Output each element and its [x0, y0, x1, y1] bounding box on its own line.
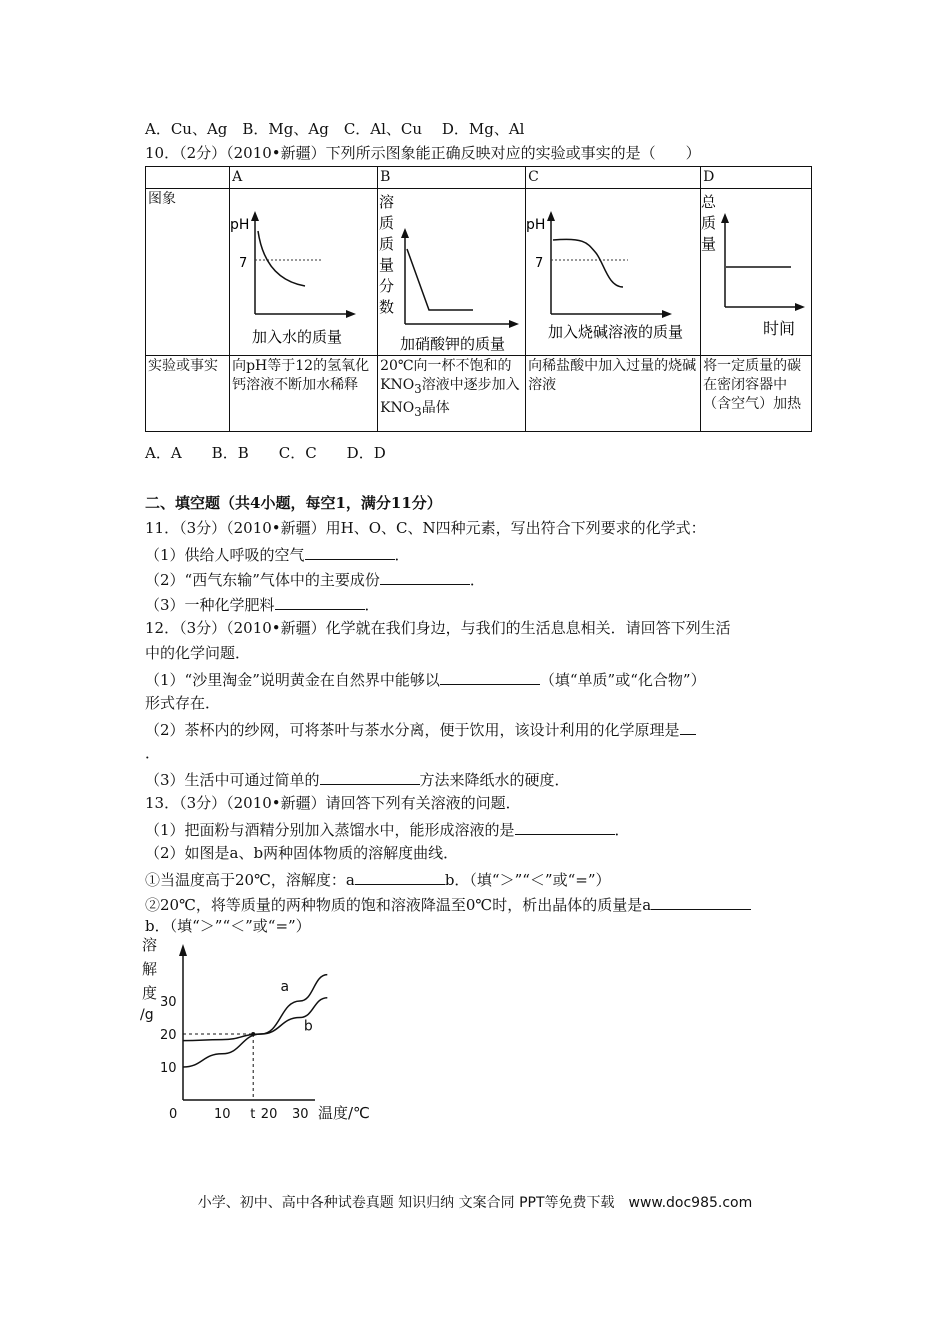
section-title: 二、填空题（共4小题，每空1，满分11分） — [145, 494, 442, 512]
q12-part1-hint: （填“单质”或“化合物”） — [539, 671, 706, 689]
fact-b-text-3: 晶体 — [421, 399, 450, 416]
x-tick-label: 10 — [214, 1107, 231, 1122]
page-footer: 小学、初中、高中各种试卷真题 知识归纳 文案合同 PPT等免费下载 www.doc985.com — [197, 1195, 753, 1211]
q11-part3: （3）一种化学肥料 ． — [145, 593, 380, 615]
fact-b — [378, 356, 526, 432]
graph-c-xlabel: 加入烧碱溶液的质量 — [548, 323, 684, 341]
answer-blank[interactable] — [320, 768, 420, 785]
q12-part1 — [145, 668, 706, 690]
graph-b — [378, 189, 526, 356]
q10-stem: 10．（2分）（2010•新疆）下列所示图象能正确反映对应的实验或事实的是（ ） — [145, 144, 701, 162]
q13-part2-2-hint: b．（填“＞”“＜”或“=”） — [145, 917, 311, 935]
q12-part2 — [145, 718, 696, 740]
q11-part3-text: （3）一种化学肥料 — [145, 596, 275, 614]
x-tick-label: t — [250, 1107, 256, 1122]
svg-text:数: 数 — [379, 298, 395, 316]
q13-part2-2 — [145, 893, 751, 915]
fact-a: 向pH等于12的氢氧化钙溶液不断加水稀释 — [230, 356, 378, 432]
graph-a-xlabel: 加入水的质量 — [252, 328, 343, 346]
svg-text:总: 总 — [701, 193, 717, 211]
fact-row — [146, 356, 812, 432]
graph-d-ylabel — [701, 193, 717, 253]
q12-part2-end: ． — [145, 744, 161, 762]
q11-part1: （1）供给人呼吸的空气 ． — [145, 543, 410, 565]
answer-blank[interactable] — [380, 568, 470, 585]
svg-text:分: 分 — [379, 277, 395, 295]
table-header-b: B — [378, 167, 526, 189]
svg-text:质: 质 — [701, 214, 717, 232]
q13-part2-1 — [145, 868, 611, 890]
graph-d — [701, 189, 812, 356]
answer-blank[interactable] — [275, 593, 365, 610]
svg-text:量: 量 — [379, 256, 395, 274]
answer-blank[interactable] — [515, 818, 615, 835]
y-tick-label: 20 — [160, 1028, 177, 1043]
table-header-c: C — [526, 167, 701, 189]
svg-text:量: 量 — [701, 235, 717, 253]
table-header-d: D — [701, 167, 812, 189]
row-label-graph: 图象 — [146, 189, 230, 356]
chart-ylabel — [140, 936, 157, 1023]
fact-b-sub-1: 3 — [414, 381, 422, 396]
svg-text:溶: 溶 — [379, 193, 395, 211]
q12-part1-text: （1）“沙里淘金”说明黄金在自然界中能够以 — [145, 671, 440, 689]
q10-table — [145, 166, 812, 432]
q11-part2: （2）“西气东输”气体中的主要成份 ． — [145, 568, 485, 590]
q11-part1-text: （1）供给人呼吸的空气 — [145, 546, 305, 564]
graph-a-tick: 7 — [239, 256, 248, 271]
y-tick-label: 10 — [160, 1061, 177, 1076]
answer-blank[interactable] — [651, 893, 751, 910]
answer-blank[interactable] — [355, 868, 445, 885]
q13-stem: 13．（3分）（2010•新疆）请回答下列有关溶液的问题． — [145, 794, 521, 812]
x-tick-label: 0 — [169, 1107, 178, 1122]
x-tick-label: 20 — [260, 1107, 278, 1122]
graph-c-tick: 7 — [535, 256, 544, 271]
q10-options: A．A B．B C．C D．D — [145, 444, 386, 462]
q12-stem-1: 12．（3分）（2010•新疆）化学就在我们身边，与我们的生活息息相关．请回答下列生活 — [145, 619, 731, 637]
svg-text:质: 质 — [379, 214, 395, 232]
fact-b-text-1: 20℃向一杯不饱和的KNO — [380, 358, 512, 393]
graph-row — [146, 189, 812, 356]
row-label-fact: 实验或事实 — [146, 356, 230, 432]
graph-a — [230, 189, 378, 356]
q12-part2-text: （2）茶杯内的纱网，可将茶叶与茶水分离，便于饮用，该设计利用的化学原理是 — [145, 721, 680, 739]
q11-part2-text: （2）“西气东输”气体中的主要成份 — [145, 571, 380, 589]
svg-text:度: 度 — [142, 984, 158, 1002]
graph-b-xlabel: 加硝酸钾的质量 — [400, 335, 506, 353]
answer-blank[interactable] — [680, 718, 696, 735]
series-b-label: b — [303, 1018, 313, 1035]
q12-part3-tail: 方法来降纸水的硬度． — [419, 771, 570, 789]
graph-a-ylabel: pH — [230, 217, 250, 233]
x-tick-label: 30 — [292, 1107, 309, 1122]
solubility-chart — [140, 932, 380, 1132]
q11-stem: 11．（3分）（2010•新疆）用H、O、C、N四种元素，写出符合下列要求的化学式： — [145, 519, 706, 537]
table-header-a: A — [230, 167, 378, 189]
q13-part2: （2）如图是a、b两种固体物质的溶解度曲线． — [145, 844, 459, 862]
q13-part1: （1）把面粉与酒精分别加入蒸馏水中，能形成溶液的是 ． — [145, 818, 630, 840]
graph-c-ylabel: pH — [526, 217, 546, 233]
y-tick-label: 30 — [160, 995, 177, 1010]
q13-part1-text: （1）把面粉与酒精分别加入蒸馏水中，能形成溶液的是 — [145, 821, 515, 839]
svg-text:溶: 溶 — [142, 936, 158, 954]
svg-text:质: 质 — [379, 235, 395, 253]
fact-b-sub-2: 3 — [414, 404, 422, 419]
table-header-cell — [146, 167, 230, 189]
table-header-row — [146, 167, 812, 189]
svg-text:解: 解 — [142, 960, 158, 978]
series-a-label: a — [280, 979, 290, 996]
q9-options: A．Cu、Ag B．Mg、Ag C．Al、Cu D．Mg、Al — [145, 120, 525, 138]
graph-c — [526, 189, 701, 356]
q12-stem-2: 中的化学问题． — [145, 644, 251, 662]
graph-d-xlabel: 时间 — [763, 319, 796, 338]
fact-d: 将一定质量的碳在密闭容器中（含空气）加热 — [701, 356, 812, 432]
q13-part2-1-hint: b．（填“＞”“＜”或“=”） — [444, 871, 611, 889]
graph-b-ylabel — [379, 193, 394, 316]
fact-b-text-2: 溶液中逐步加入KNO — [380, 377, 520, 416]
answer-blank[interactable] — [305, 543, 395, 560]
answer-blank[interactable] — [440, 668, 540, 685]
svg-text:/g: /g — [140, 1007, 154, 1023]
q12-part1-cont: 形式存在． — [145, 694, 221, 712]
intersection-point — [251, 1032, 255, 1036]
q12-part3-text: （3）生活中可通过简单的 — [145, 771, 320, 789]
q13-part2-2-text: ②20℃，将等质量的两种物质的饱和溶液降温至0℃时，析出晶体的质量是a — [145, 896, 652, 914]
chart-xlabel: 温度/℃ — [318, 1104, 370, 1122]
q13-part2-1-text: ①当温度高于20℃，溶解度：a — [145, 871, 355, 889]
q12-part3 — [145, 768, 570, 790]
fact-c: 向稀盐酸中加入过量的烧碱溶液 — [526, 356, 701, 432]
y-axis-arrow — [179, 944, 187, 956]
